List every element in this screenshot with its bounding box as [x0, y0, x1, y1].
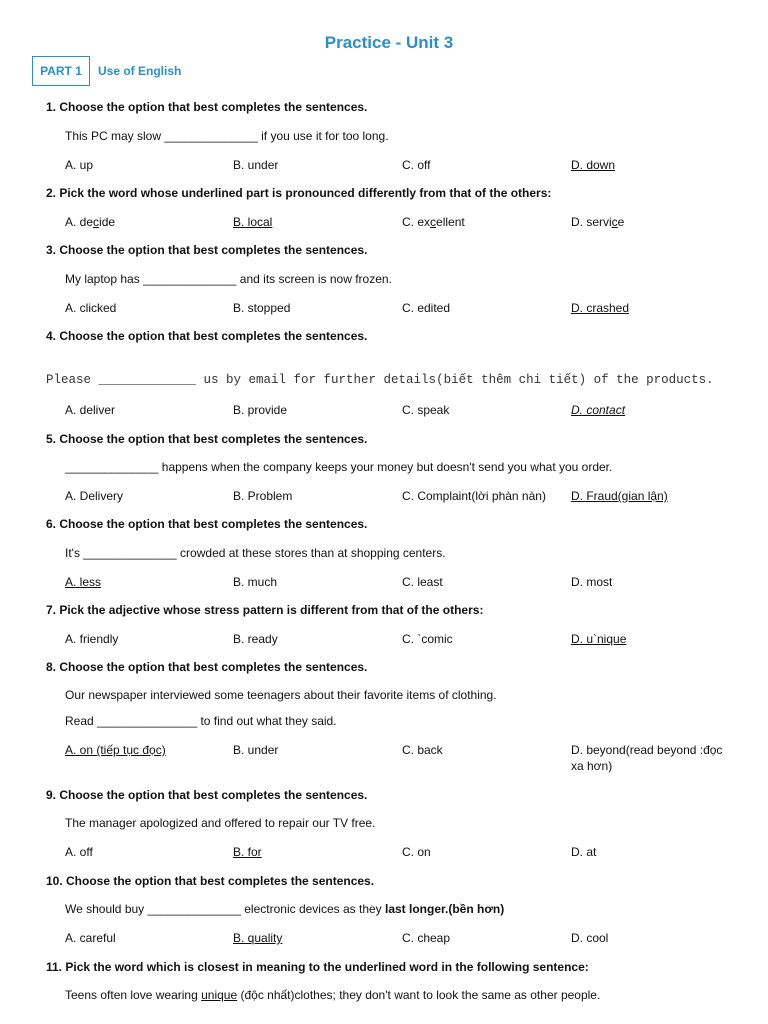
question-3-option-d: D. crashed	[571, 301, 630, 315]
question-6-option-a: A. less	[65, 575, 102, 589]
question-8-sentence-2: Read _______________ to find out what they said.	[65, 714, 337, 728]
question-1-option-c: C. off	[402, 158, 431, 172]
part-box: PART 1	[32, 56, 90, 86]
question-7-option-c: C. `comic	[402, 632, 453, 646]
question-1-prompt: 1. Choose the option that best completes the sentences.	[46, 100, 368, 114]
question-1-option-d: D. down	[571, 158, 616, 172]
question-6-option-b: B. much	[233, 575, 278, 589]
question-7-option-b: B. ready	[233, 632, 278, 646]
question-3-sentence: My laptop has ______________ and its screen is now frozen.	[65, 272, 392, 286]
question-6-prompt: 6. Choose the option that best completes the sentences.	[46, 517, 368, 531]
question-11-sentence: Teens often love wearing unique (độc nhất)clothes; they don't want to look the same as other people.	[65, 988, 601, 1002]
question-6-sentence: It's ______________ crowded at these stores than at shopping centers.	[65, 546, 446, 560]
question-8-option-c: C. back	[402, 743, 443, 757]
question-3-option-a: A. clicked	[65, 301, 117, 315]
question-2-option-c: C. excellent	[402, 215, 465, 229]
question-10-option-c: C. cheap	[402, 931, 451, 945]
question-8-option-d: D. beyond(read beyond :đọc xa hơn)	[571, 743, 723, 773]
question-7-prompt: 7. Pick the adjective whose stress pattern is different from that of the others:	[46, 603, 484, 617]
question-9-sentence: The manager apologized and offered to repair our TV free.	[65, 816, 376, 830]
part-label: Use of English	[98, 64, 182, 78]
question-3-option-b: B. stopped	[233, 301, 291, 315]
question-3-option-c: C. edited	[402, 301, 451, 315]
question-9-option-a: A. off	[65, 845, 93, 859]
page-title: Practice - Unit 3	[324, 33, 454, 52]
question-4-prompt: 4. Choose the option that best completes the sentences.	[46, 329, 368, 343]
question-5-option-a: A. Delivery	[65, 489, 124, 503]
question-10-option-d: D. cool	[571, 931, 609, 945]
question-5-prompt: 5. Choose the option that best completes the sentences.	[46, 432, 368, 446]
question-9-option-d: D. at	[571, 845, 597, 859]
question-10-option-b: B. quality	[233, 931, 283, 945]
question-6-option-d: D. most	[571, 575, 613, 589]
question-5-option-d: D. Fraud(gian lận)	[571, 489, 668, 503]
question-8-option-b: B. under	[233, 743, 279, 757]
question-4-sentence: Please _____________ us by email for further details(biết thêm chi tiết) of the products.	[46, 373, 714, 387]
question-9-option-b: B. for	[233, 845, 262, 859]
question-8-sentence-1: Our newspaper interviewed some teenagers about their favorite items of clothing.	[65, 688, 497, 702]
question-5-option-c: C. Complaint(lời phàn nàn)	[402, 489, 546, 503]
question-4-option-a: A. deliver	[65, 403, 116, 417]
question-10-sentence: We should buy ______________ electronic devices as they last longer.(bền hơn)	[65, 902, 505, 916]
question-5-sentence: ______________ happens when the company keeps your money but doesn't send you what you order.	[65, 460, 613, 474]
question-5-option-b: B. Problem	[233, 489, 293, 503]
question-2-prompt: 2. Pick the word whose underlined part is pronounced differently from that of the others:	[46, 186, 552, 200]
question-7-option-a: A. friendly	[65, 632, 119, 646]
question-2-option-a: A. decide	[65, 215, 116, 229]
question-4-option-b: B. provide	[233, 403, 288, 417]
question-6-option-c: C. least	[402, 575, 443, 589]
question-9-option-c: C. on	[402, 845, 431, 859]
question-7-option-d: D. u`nique	[571, 632, 627, 646]
question-10-option-a: A. careful	[65, 931, 116, 945]
question-2-option-b: B. local	[233, 215, 273, 229]
question-4-option-c: C. speak	[402, 403, 450, 417]
question-8-option-a: A. on (tiếp tục đọc)	[65, 743, 166, 757]
question-2-option-d: D. service	[571, 215, 625, 229]
question-9-prompt: 9. Choose the option that best completes the sentences.	[46, 788, 368, 802]
question-1-option-a: A. up	[65, 158, 94, 172]
question-1-sentence: This PC may slow ______________ if you use it for too long.	[65, 129, 389, 143]
question-1-option-b: B. under	[233, 158, 279, 172]
question-10-prompt: 10. Choose the option that best completes the sentences.	[46, 874, 375, 888]
question-3-prompt: 3. Choose the option that best completes the sentences.	[46, 243, 368, 257]
question-4-option-d: D. contact	[571, 403, 626, 417]
question-8-prompt: 8. Choose the option that best completes the sentences.	[46, 660, 368, 674]
question-11-prompt: 11. Pick the word which is closest in meaning to the underlined word in the following sentence:	[46, 960, 589, 974]
